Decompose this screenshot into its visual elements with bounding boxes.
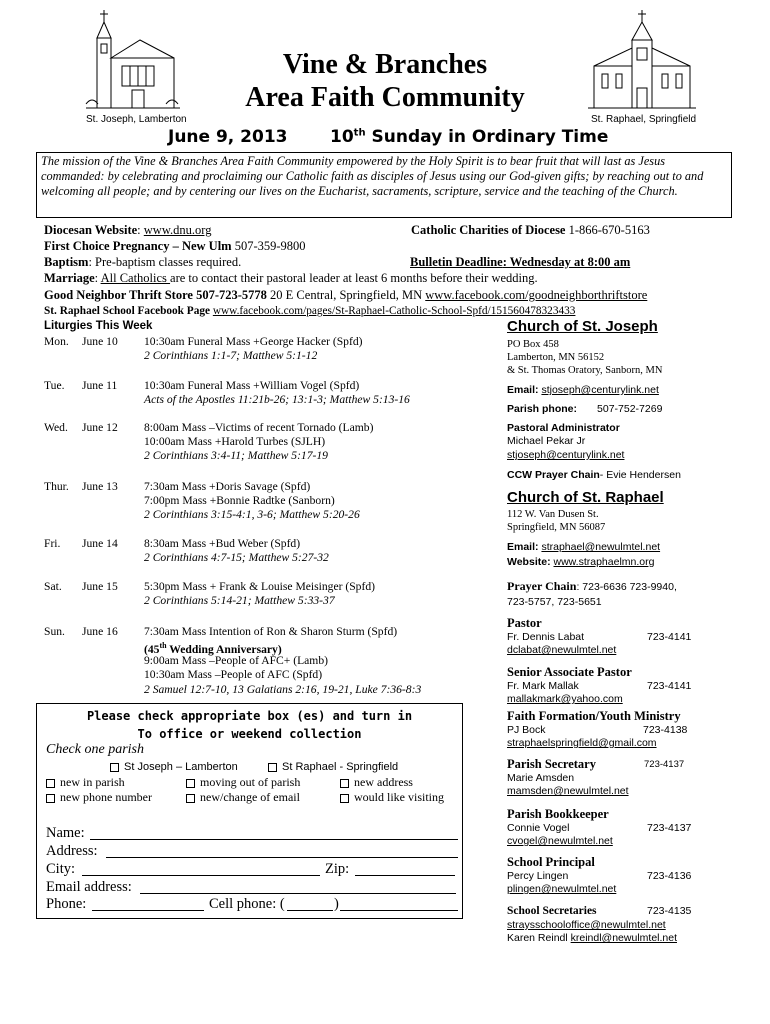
- prayer-chain: Prayer Chain: 723-6636 723-9940,: [507, 579, 677, 593]
- city-field-label: City:: [46, 861, 76, 877]
- st-raphael-city: Springfield, MN 56087: [507, 522, 606, 533]
- cell-close-paren: ): [334, 896, 339, 912]
- title-line-1: Vine & Branches: [282, 49, 488, 80]
- new-in-parish-option[interactable]: new in parish: [46, 775, 125, 790]
- email-field-label: Email address:: [46, 879, 132, 895]
- pastoral-admin-email[interactable]: stjoseph@centurylink.net: [507, 449, 625, 461]
- st-raphael-email-link[interactable]: straphael@newulmtel.net: [541, 541, 661, 553]
- new-phone-option[interactable]: new phone number: [46, 790, 152, 805]
- cell-phone-label: Cell phone: (: [209, 896, 285, 912]
- st-joseph-caption: St. Joseph, Lamberton: [86, 114, 187, 125]
- new-email-checkbox[interactable]: [186, 794, 195, 803]
- moving-out-checkbox[interactable]: [186, 779, 195, 788]
- new-phone-checkbox[interactable]: [46, 794, 55, 803]
- thrift-store-link[interactable]: www.facebook.com/goodneighborthriftstore: [425, 288, 648, 302]
- ccw-prayer-chain: CCW Prayer Chain- Evie Hendersen: [507, 469, 681, 481]
- parish-springfield-option[interactable]: St Raphael - Springfield: [268, 761, 398, 773]
- new-email-option[interactable]: new/change of email: [186, 790, 300, 805]
- staff-school-secretaries: School Secretaries 723-4135 straysschooloffice@newulmtel.net Karen Reindl kreindl@newulmtel.net: [507, 904, 707, 945]
- liturgical-sunday: 10th Sunday in Ordinary Time: [330, 127, 609, 147]
- city-field[interactable]: [82, 875, 320, 876]
- form-heading: Please check appropriate box (es) and turn in To office or weekend collection: [86, 709, 413, 741]
- phone-field[interactable]: [92, 910, 204, 911]
- prayer-chain-line2: 723-5757, 723-5651: [507, 596, 602, 608]
- zip-field[interactable]: [355, 875, 455, 876]
- st-raphael-website-row: Website: www.straphaelmn.org: [507, 556, 655, 568]
- st-joseph-phone-row: Parish phone: 507-752-7269: [507, 403, 663, 415]
- school-office-email[interactable]: straysschooloffice@newulmtel.net: [507, 919, 666, 931]
- staff-parish-secretary: Parish Secretary 723-4137 Marie Amsden mamsden@newulmtel.net: [507, 757, 707, 798]
- new-address-checkbox[interactable]: [340, 779, 349, 788]
- st-raphael-heading: Church of St. Raphael: [507, 489, 664, 506]
- st-thomas-oratory: & St. Thomas Oratory, Sanborn, MN: [507, 365, 663, 376]
- school-principal-email[interactable]: plingen@newulmtel.net: [507, 883, 617, 895]
- staff-faith-formation: Faith Formation/Youth Ministry PJ Bock 723-4138 straphaelspringfield@gmail.com: [507, 709, 697, 750]
- staff-school-principal: School Principal Percy Lingen 723-4136 plingen@newulmtel.net: [507, 855, 697, 896]
- parish-lamberton-checkbox[interactable]: [110, 763, 119, 772]
- st-joseph-email-row: Email: stjoseph@centurylink.net: [507, 384, 659, 396]
- thrift-store: Good Neighbor Thrift Store 507-723-5778 20 E Central, Springfield, MN www.facebook.com/goodneighborthriftstore: [44, 288, 648, 302]
- address-field-label: Address:: [46, 843, 98, 859]
- st-raphael-email-row: Email: straphael@newulmtel.net: [507, 541, 661, 553]
- bookkeeper-email[interactable]: cvogel@newulmtel.net: [507, 835, 613, 847]
- liturgies-heading: Liturgies This Week: [44, 320, 153, 332]
- school-facebook-link[interactable]: www.facebook.com/pages/St-Raphael-Catholic-School-Spfd/151560478323433: [212, 305, 576, 317]
- parish-secretary-email[interactable]: mamsden@newulmtel.net: [507, 785, 629, 797]
- school-facebook: St. Raphael School Facebook Page www.facebook.com/pages/St-Raphael-Catholic-School-Spfd/151560478323433: [44, 305, 576, 317]
- marriage-info: Marriage: All Catholics are to contact their pastoral leader at least 6 months before their wedding.: [44, 271, 538, 285]
- st-raphael-street: 112 W. Van Dusen St.: [507, 509, 599, 520]
- moving-out-option[interactable]: moving out of parish: [186, 775, 300, 790]
- new-in-parish-checkbox[interactable]: [46, 779, 55, 788]
- new-address-option[interactable]: new address: [340, 775, 413, 790]
- zip-field-label: Zip:: [325, 861, 350, 877]
- diocesan-website: Diocesan Website: www.dnu.org: [44, 223, 212, 237]
- karen-reindl-email[interactable]: kreindl@newulmtel.net: [570, 932, 677, 944]
- visiting-checkbox[interactable]: [340, 794, 349, 803]
- associate-pastor-email[interactable]: mallakmark@yahoo.com: [507, 693, 623, 705]
- bulletin-date: June 9, 2013: [168, 127, 288, 147]
- st-raphael-caption: St. Raphael, Springfield: [591, 114, 697, 125]
- first-choice-pregnancy: First Choice Pregnancy – New Ulm 507-359-9800: [44, 239, 306, 253]
- pastor-email[interactable]: dclabat@newulmtel.net: [507, 644, 617, 656]
- title-line-2: Area Faith Community: [245, 82, 525, 113]
- check-one-parish: Check one parish: [46, 742, 144, 757]
- phone-field-label: Phone:: [46, 896, 87, 912]
- visiting-option[interactable]: would like visiting: [340, 790, 444, 805]
- email-field[interactable]: [140, 893, 456, 894]
- staff-bookkeeper: Parish Bookkeeper Connie Vogel 723-4137 cvogel@newulmtel.net: [507, 807, 697, 848]
- name-field-label: Name:: [46, 825, 85, 841]
- name-field[interactable]: [90, 839, 458, 840]
- staff-pastor: Pastor Fr. Dennis Labat 723-4141 dclabat@newulmtel.net: [507, 616, 697, 657]
- diocesan-link[interactable]: www.dnu.org: [143, 223, 212, 237]
- st-joseph-po: PO Box 458: [507, 339, 559, 350]
- st-raphael-website-link[interactable]: www.straphaelmn.org: [553, 556, 655, 568]
- pastoral-admin-label: Pastoral Administrator: [507, 422, 620, 434]
- staff-associate-pastor: Senior Associate Pastor Fr. Mark Mallak 723-4141 mallakmark@yahoo.com: [507, 665, 697, 706]
- mission-statement: The mission of the Vine & Branches Area Faith Community empowered by the Holy Spirit is to bear fruit that will last as Jesus commanded: by celebrating and proclaiming our Catholic faith as disciples of Jesus using our God-given gifts; by reaching out to and welcoming all people; and by centering our lives on the Eucharist, sacraments, scripture, service and the teaching of the Church.: [36, 152, 732, 218]
- parish-lamberton-option[interactable]: St Joseph – Lamberton: [110, 761, 238, 773]
- pastoral-admin-name: Michael Pekar Jr: [507, 435, 586, 447]
- cell-area-code-field[interactable]: [287, 910, 333, 911]
- address-field[interactable]: [106, 857, 458, 858]
- cell-phone-field[interactable]: [340, 910, 458, 911]
- faith-formation-email[interactable]: straphaelspringfield@gmail.com: [507, 737, 657, 749]
- st-joseph-email-link[interactable]: stjoseph@centurylink.net: [541, 384, 659, 396]
- catholic-charities: Catholic Charities of Diocese 1-866-670-5163: [411, 223, 650, 237]
- st-joseph-city: Lamberton, MN 56152: [507, 352, 605, 363]
- parish-springfield-checkbox[interactable]: [268, 763, 277, 772]
- bulletin-deadline: Bulletin Deadline: Wednesday at 8:00 am: [410, 255, 631, 269]
- baptism-info: Baptism: Pre-baptism classes required.: [44, 255, 242, 269]
- st-joseph-heading: Church of St. Joseph: [507, 318, 658, 335]
